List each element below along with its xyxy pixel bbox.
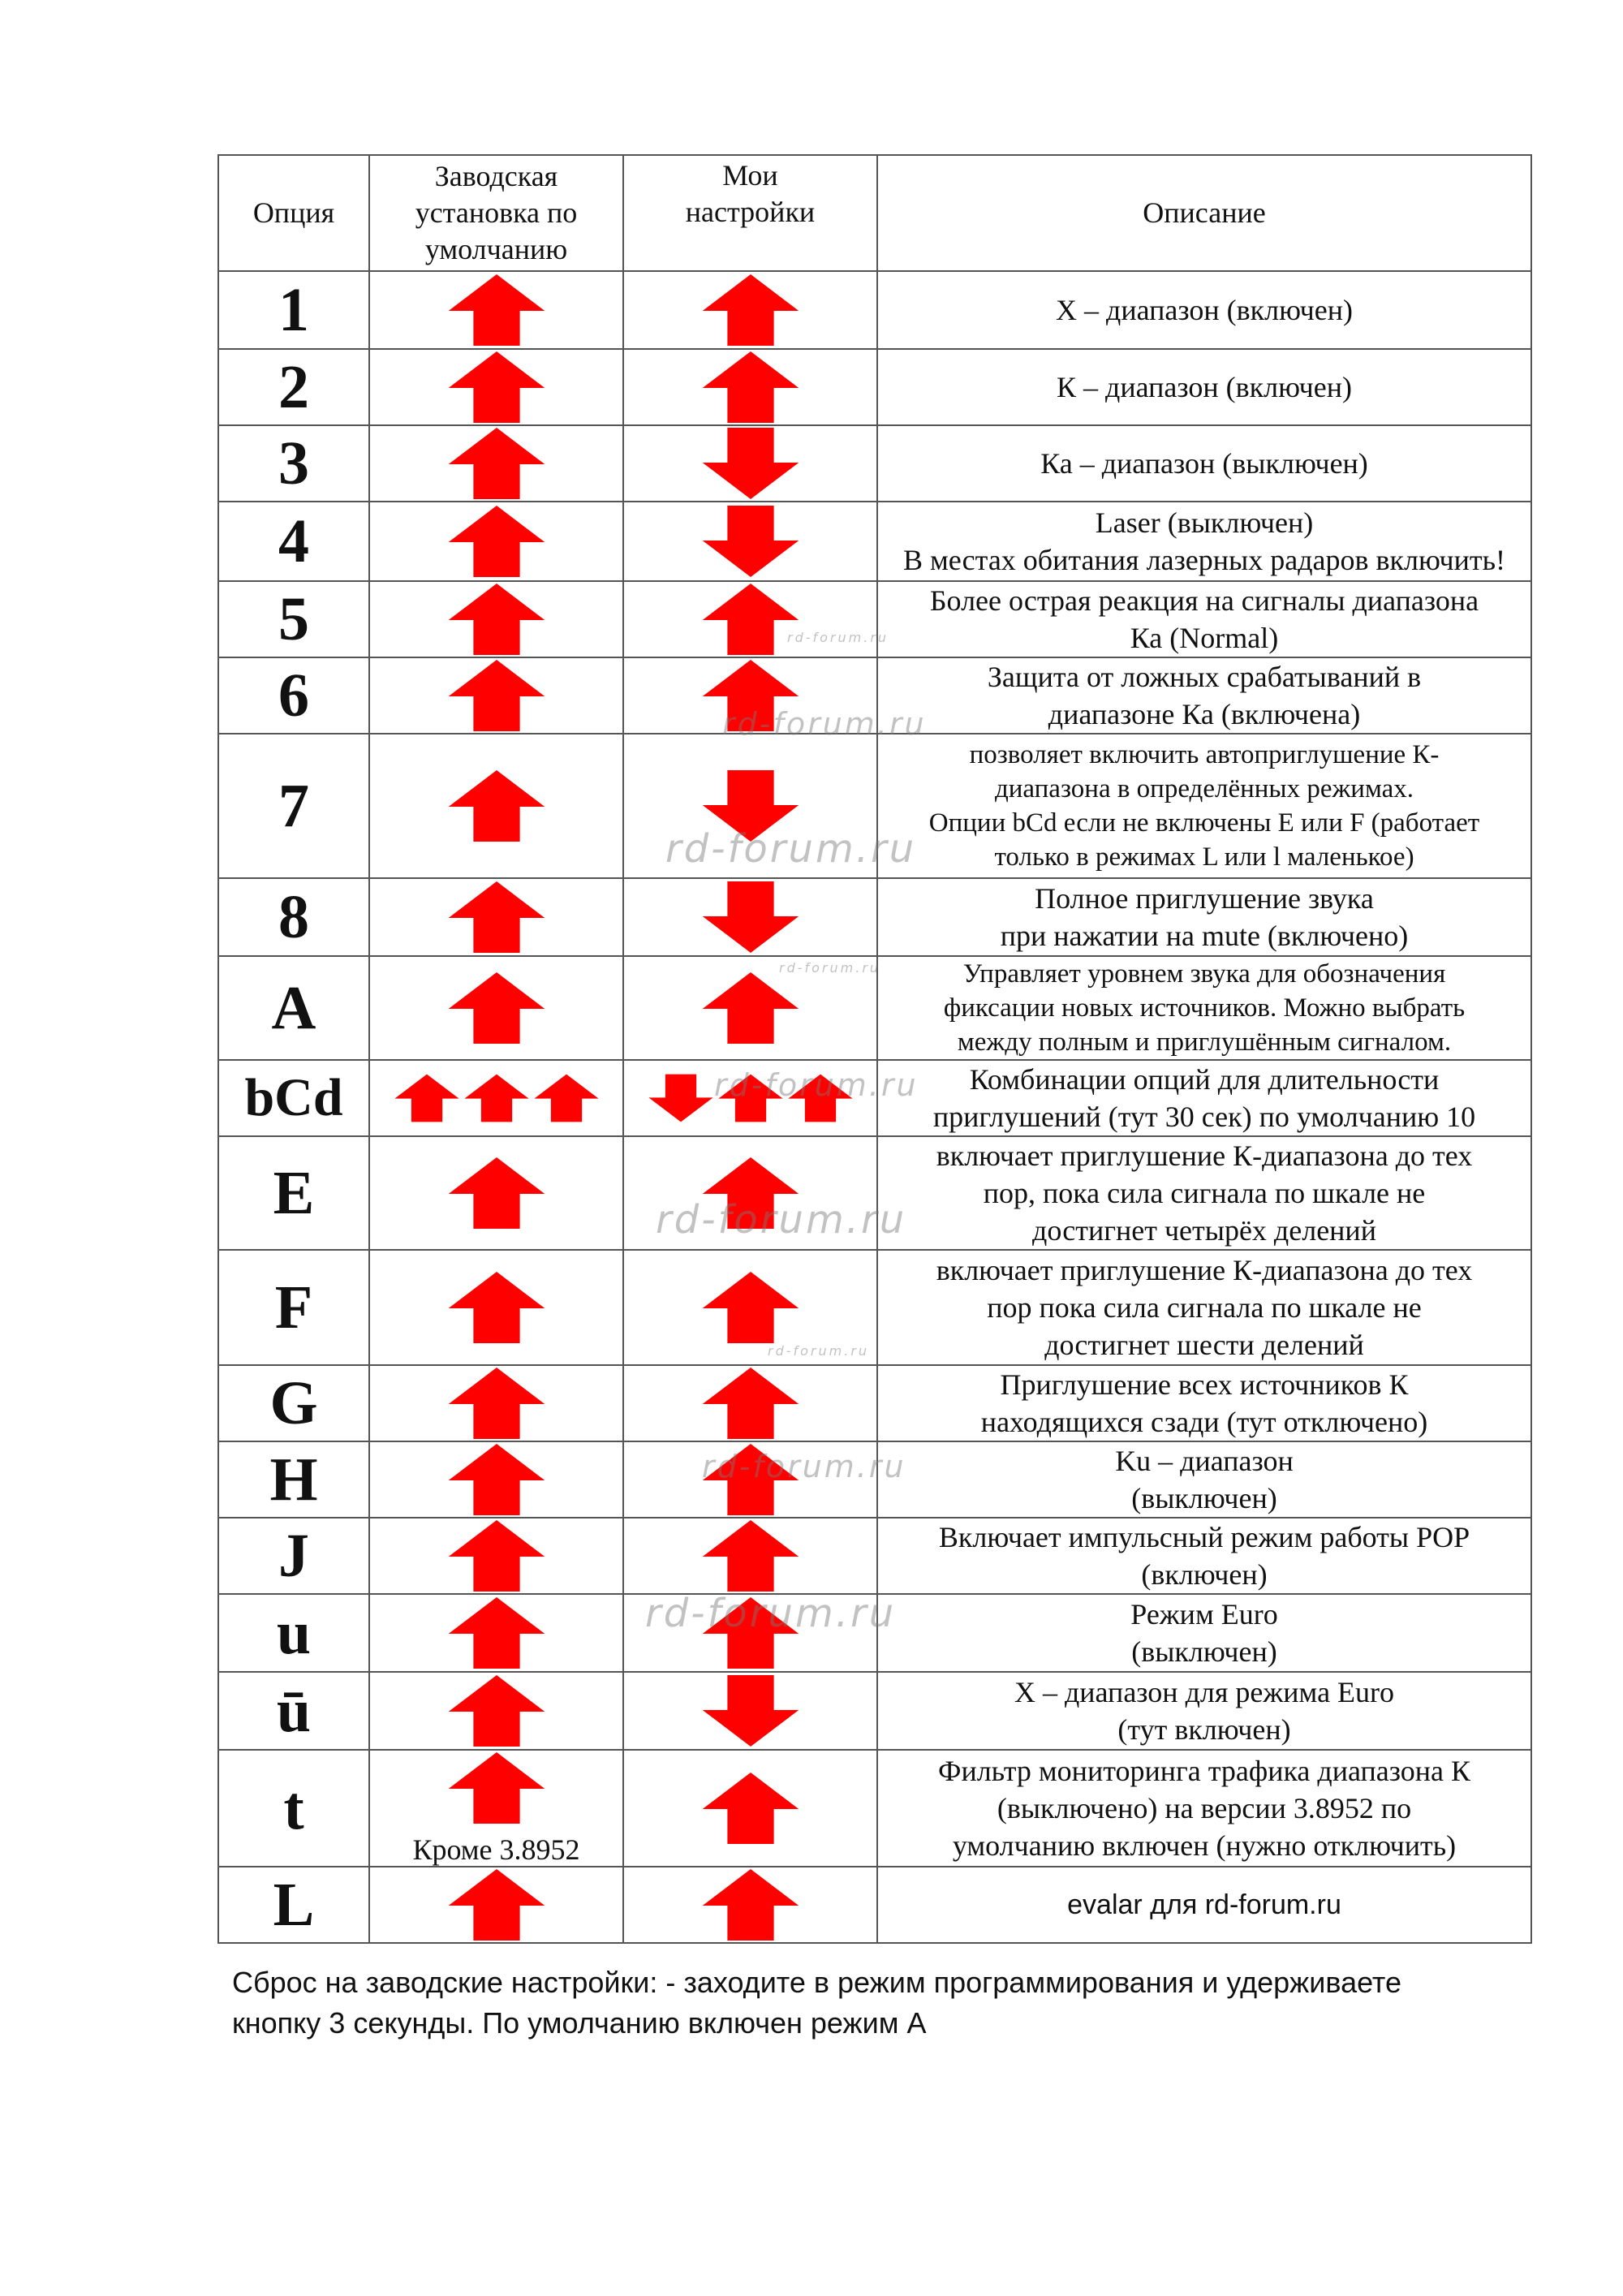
arrow-up-icon — [446, 1867, 547, 1942]
arrow-up-icon — [463, 1070, 530, 1126]
arrow-up-icon — [700, 1270, 801, 1345]
mine-setting — [623, 1060, 877, 1136]
option-code: H — [218, 1441, 369, 1518]
arrow-up-icon — [446, 504, 547, 579]
factory-setting — [369, 1136, 623, 1250]
option-code: A — [218, 956, 369, 1060]
arrow-up-icon — [787, 1070, 854, 1126]
factory-setting — [369, 425, 623, 502]
description-line: (включен) — [1141, 1558, 1268, 1591]
arrow-down-icon — [700, 1674, 801, 1748]
description-line: X – диапазон (включен) — [1056, 294, 1353, 326]
description-line: Фильтр мониторинга трафика диапазона К — [938, 1755, 1470, 1787]
option-description — [877, 1518, 1531, 1594]
option-code: 5 — [218, 581, 369, 657]
mine-setting — [623, 956, 877, 1060]
arrow-up-icon — [446, 582, 547, 657]
option-description — [877, 349, 1531, 425]
mine-setting — [623, 1136, 877, 1250]
arrow-down-icon — [700, 880, 801, 954]
arrow-down-icon — [700, 426, 801, 501]
option-row — [218, 1250, 1531, 1365]
factory-setting — [369, 1518, 623, 1594]
factory-setting — [369, 271, 623, 349]
reset-note — [232, 1962, 1547, 2044]
option-row — [218, 349, 1531, 425]
description-line: Включает импульсный режим работы POP — [938, 1521, 1470, 1553]
factory-setting — [369, 1672, 623, 1750]
arrow-up-icon — [446, 350, 547, 424]
header-row — [218, 155, 1531, 271]
description-line: находящихся сзади (тут отключено) — [980, 1406, 1428, 1438]
option-description — [877, 1365, 1531, 1441]
arrow-up-icon — [700, 1442, 801, 1517]
option-description — [877, 1136, 1531, 1250]
description-line: (выключен) — [1131, 1635, 1277, 1668]
options-table — [217, 154, 1532, 1944]
factory-setting — [369, 1594, 623, 1672]
mine-setting — [623, 425, 877, 502]
option-code: 2 — [218, 349, 369, 425]
header-factory: Заводская установка по умолчанию — [369, 155, 623, 271]
header-mine: Мои настройки — [623, 155, 877, 271]
watermark: rd-forum.ru — [787, 630, 889, 645]
option-code: E — [218, 1136, 369, 1250]
option-description — [877, 1441, 1531, 1518]
description-line: Laser (выключен) — [1095, 506, 1314, 539]
arrow-up-icon — [700, 1366, 801, 1441]
arrow-up-icon — [446, 769, 547, 843]
option-description — [877, 1867, 1531, 1943]
option-row — [218, 1672, 1531, 1750]
reset-note-line-1: Сброс на заводские настройки: - заходите в режим программирования и удерживаете — [232, 1966, 1402, 1999]
mine-setting — [623, 657, 877, 734]
arrow-up-icon — [700, 1518, 801, 1593]
description-line: К – диапазон (включен) — [1057, 371, 1352, 403]
option-row — [218, 1441, 1531, 1518]
factory-setting — [369, 502, 623, 581]
option-description — [877, 734, 1531, 878]
watermark: rd-forum.ru — [665, 826, 917, 872]
option-row — [218, 581, 1531, 657]
arrow-up-icon — [700, 658, 801, 733]
arrow-up-icon — [700, 273, 801, 347]
description-line: включает приглушение К-диапазона до тех — [936, 1139, 1473, 1172]
option-description — [877, 502, 1531, 581]
option-row — [218, 878, 1531, 956]
mine-setting — [623, 1867, 877, 1943]
option-row — [218, 1060, 1531, 1136]
description-line: достигнет четырёх делений — [1032, 1214, 1376, 1247]
description-line: включает приглушение К-диапазона до тех — [936, 1254, 1473, 1286]
description-line: (выключено) на версии 3.8952 по — [997, 1792, 1412, 1824]
mine-setting — [623, 1672, 877, 1750]
description-line: X – диапазон для режима Euro — [1014, 1676, 1395, 1708]
option-description — [877, 1672, 1531, 1750]
description-line: умолчанию включен (нужно отключить) — [952, 1829, 1457, 1862]
option-code: L — [218, 1867, 369, 1943]
factory-setting — [369, 349, 623, 425]
arrow-up-icon — [446, 1596, 547, 1670]
mine-setting — [623, 1518, 877, 1594]
option-code: u — [218, 1594, 369, 1672]
factory-setting — [369, 1867, 623, 1943]
option-row — [218, 1136, 1531, 1250]
watermark: rd-forum.ru — [702, 1449, 906, 1484]
mine-setting — [623, 1365, 877, 1441]
option-code: 6 — [218, 657, 369, 734]
option-description — [877, 956, 1531, 1060]
arrow-up-icon — [446, 658, 547, 733]
description-line: между полным и приглушённым сигналом. — [957, 1027, 1452, 1057]
option-description — [877, 657, 1531, 734]
mine-setting — [623, 1594, 877, 1672]
factory-setting — [369, 734, 623, 878]
description-line: Ku – диапазон — [1115, 1445, 1294, 1477]
arrow-up-icon — [446, 1270, 547, 1345]
mine-setting — [623, 878, 877, 956]
arrow-up-icon — [446, 1366, 547, 1441]
description-line: диапазона в определённых режимах. — [994, 774, 1414, 803]
arrow-down-icon — [648, 1070, 714, 1126]
option-description — [877, 425, 1531, 502]
option-description — [877, 1594, 1531, 1672]
description-line: пор, пока сила сигнала по шкале не — [983, 1177, 1426, 1209]
mine-setting — [623, 581, 877, 657]
option-code: 4 — [218, 502, 369, 581]
option-description — [877, 1060, 1531, 1136]
option-row — [218, 1594, 1531, 1672]
arrow-up-icon — [700, 1771, 801, 1846]
option-row — [218, 502, 1531, 581]
description-line: Режим Euro — [1130, 1598, 1278, 1630]
description-line: только в режимах L или l маленькое) — [994, 842, 1414, 872]
mine-setting — [623, 734, 877, 878]
mine-setting — [623, 502, 877, 581]
option-row — [218, 657, 1531, 734]
description-line: Защита от ложных срабатываний в — [987, 661, 1422, 693]
reset-note-line-2: кнопку 3 секунды. По умолчанию включен режим А — [232, 2006, 927, 2040]
arrow-up-icon — [446, 1156, 547, 1230]
option-code: 7 — [218, 734, 369, 878]
arrow-up-icon — [446, 1442, 547, 1517]
arrow-up-icon — [394, 1070, 460, 1126]
watermark: rd-forum.ru — [645, 1591, 897, 1636]
description-line: пор пока сила сигнала по шкале не — [987, 1291, 1422, 1324]
watermark: rd-forum.ru — [768, 1343, 870, 1359]
arrow-up-icon — [700, 350, 801, 424]
factory-setting — [369, 1441, 623, 1518]
description-line: Полное приглушение звука — [1035, 882, 1374, 915]
option-code: bCd — [218, 1060, 369, 1136]
option-row — [218, 1365, 1531, 1441]
option-description — [877, 271, 1531, 349]
option-code: G — [218, 1365, 369, 1441]
mine-setting — [623, 1750, 877, 1867]
arrow-up-icon — [700, 1596, 801, 1670]
watermark: rd-forum.ru — [714, 1067, 919, 1103]
description-line: Комбинации опций для длительности — [969, 1063, 1440, 1096]
arrow-up-icon — [446, 971, 547, 1045]
arrow-up-icon — [700, 1156, 801, 1230]
option-row — [218, 1518, 1531, 1594]
description-line: приглушений (тут 30 сек) по умолчанию 10 — [932, 1101, 1476, 1133]
factory-setting — [369, 878, 623, 956]
watermark: rd-forum.ru — [656, 1197, 907, 1243]
option-row — [218, 271, 1531, 349]
mine-setting — [623, 1441, 877, 1518]
option-row — [218, 734, 1531, 878]
description-line: фиксации новых источников. Можно выбрать — [943, 993, 1466, 1023]
option-description — [877, 1250, 1531, 1365]
arrow-up-icon — [446, 1518, 547, 1593]
option-description — [877, 1750, 1531, 1867]
factory-setting — [369, 956, 623, 1060]
option-code: ū — [218, 1672, 369, 1750]
option-row — [218, 1867, 1531, 1943]
factory-setting — [369, 581, 623, 657]
mine-setting — [623, 1250, 877, 1365]
description-line: (выключен) — [1131, 1482, 1277, 1514]
option-row — [218, 1750, 1531, 1867]
arrow-up-icon — [700, 582, 801, 657]
option-row — [218, 425, 1531, 502]
option-code: 1 — [218, 271, 369, 349]
arrow-up-icon — [700, 971, 801, 1045]
option-code: 3 — [218, 425, 369, 502]
mine-setting — [623, 349, 877, 425]
factory-note: Кроме 3.8952 — [412, 1833, 580, 1866]
arrow-down-icon — [700, 504, 801, 579]
arrow-up-icon — [446, 880, 547, 954]
option-code: F — [218, 1250, 369, 1365]
mine-setting — [623, 271, 877, 349]
description-line: достигнет шести делений — [1044, 1329, 1364, 1361]
description-line: Управляет уровнем звука для обозначения — [962, 959, 1446, 989]
description-line: позволяет включить автоприглушение К- — [969, 740, 1440, 769]
arrow-up-icon — [446, 1674, 547, 1748]
arrow-up-icon — [717, 1070, 784, 1126]
factory-setting — [369, 1060, 623, 1136]
option-description — [877, 878, 1531, 956]
header-option: Опция — [218, 155, 369, 271]
factory-setting — [369, 1365, 623, 1441]
arrow-up-icon — [446, 1751, 547, 1825]
description-line: (тут включен) — [1117, 1713, 1291, 1746]
description-line: при нажатии на mute (включено) — [1000, 920, 1409, 952]
arrow-up-icon — [446, 273, 547, 347]
header-description: Описание — [877, 155, 1531, 271]
description-line: Опции bCd если не включены E или F (работает — [928, 808, 1480, 838]
arrow-down-icon — [700, 769, 801, 843]
description-line: Ка – диапазон (выключен) — [1040, 447, 1368, 480]
option-code: t — [218, 1750, 369, 1867]
factory-setting — [369, 1250, 623, 1365]
description-line: Более острая реакция на сигналы диапазона — [929, 584, 1479, 617]
option-code: J — [218, 1518, 369, 1594]
option-description — [877, 581, 1531, 657]
arrow-up-icon — [700, 1867, 801, 1942]
option-code: 8 — [218, 878, 369, 956]
watermark: rd-forum.ru — [779, 960, 881, 976]
description-line: Ка (Normal) — [1130, 622, 1279, 654]
description-line: диапазоне Ка (включена) — [1048, 698, 1361, 730]
factory-setting — [369, 1750, 623, 1867]
watermark: rd-forum.ru — [722, 706, 927, 742]
description-line: Приглушение всех источников К — [1000, 1368, 1409, 1401]
arrow-up-icon — [446, 426, 547, 501]
arrow-up-icon — [533, 1070, 600, 1126]
description-line: В местах обитания лазерных радаров включить! — [903, 544, 1505, 576]
option-row — [218, 956, 1531, 1060]
factory-setting — [369, 657, 623, 734]
description-line: evalar для rd-forum.ru — [1067, 1889, 1341, 1920]
